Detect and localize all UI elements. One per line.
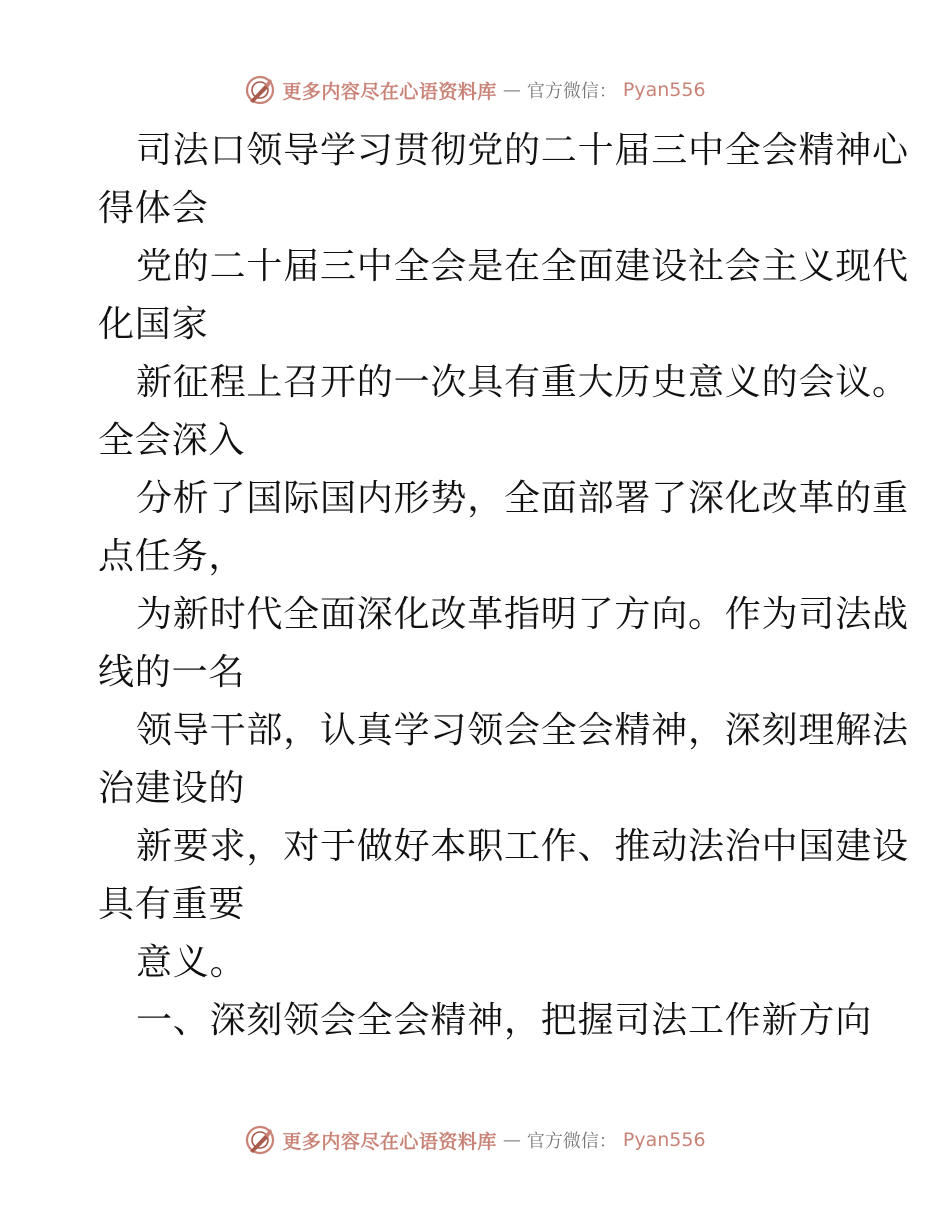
paragraph-line: 意义。 [136, 942, 247, 983]
footer-watermark-group [244, 1124, 705, 1156]
paragraph-line: 为新时代全面深化改革指明了方向。作为司法战 [136, 594, 909, 635]
paragraph-line: 具有重要 [98, 884, 246, 925]
watermark-wechat-label: 官方微信： [526, 81, 617, 102]
watermark-wechat-id: Pyan556 [622, 79, 706, 101]
watermark-dash: — [502, 79, 521, 101]
paragraph-line: 分析了国际国内形势，全面部署了深化改革的重 [136, 478, 909, 519]
paragraph-line: 线的一名 [98, 652, 246, 693]
header-watermark-group [244, 74, 705, 106]
document-body [98, 122, 909, 1050]
watermark-dash: — [502, 1129, 521, 1151]
paragraph-line: 新要求，对于做好本职工作、推动法治中国建设 [136, 826, 909, 867]
paragraph-line: 党的二十届三中全会是在全面建设社会主义现代 [136, 246, 909, 287]
pen-logo-icon [244, 1124, 276, 1156]
section-heading: 一、深刻领会全会精神，把握司法工作新方向 [136, 1000, 873, 1041]
paragraph-line: 治建设的 [98, 768, 246, 809]
paragraph-line: 点任务， [98, 536, 246, 577]
watermark-text: 更多内容尽在心语资料库 [282, 80, 497, 103]
paragraph-line: 新征程上召开的一次具有重大历史意义的会议。 [136, 362, 909, 403]
paragraph-line: 化国家 [98, 304, 209, 345]
watermark-text: 更多内容尽在心语资料库 [282, 1130, 497, 1153]
pen-logo-icon [244, 74, 276, 106]
watermark-wechat-label: 官方微信： [526, 1131, 617, 1152]
title-line-1: 司法口领导学习贯彻党的二十届三中全会精神心 [136, 130, 909, 171]
watermark-wechat-id: Pyan556 [622, 1129, 706, 1151]
footer-watermark [0, 1120, 950, 1160]
title-line-2: 得体会 [98, 188, 209, 229]
header-watermark [0, 70, 950, 110]
paragraph-line: 全会深入 [98, 420, 246, 461]
paragraph-line: 领导干部，认真学习领会全会精神，深刻理解法 [136, 710, 909, 751]
